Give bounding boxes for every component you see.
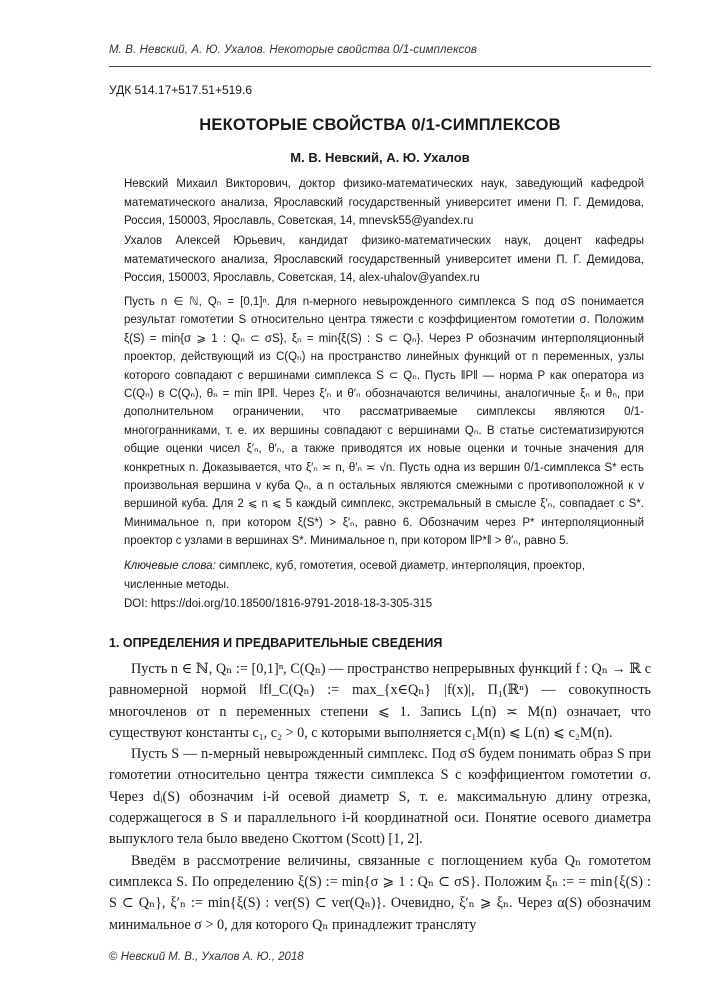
abstract: Пусть n ∈ ℕ, Qₙ = [0,1]ⁿ. Для n-мерного невырожденного симплекса S под σS понимается результат гомотетии S относительно центра тяжести с коэффициентом гомотетии σ. Положим ξ(S) = min{σ ⩾ 1 : Qₙ ⊂ σS}, ξₙ = min{ξ(S) : S ⊂ Qₙ}. Через P обозначим интерполяционный проектор, действующий из C(Qₙ) на пространство линейных функций от n переменных, узлы которого совпадают с вершинами симплекса S ⊂ Qₙ. Пусть ‖P‖ — норма P как оператора из C(Qₙ) в C(Qₙ), θₙ = min ‖P‖. Через ξ′ₙ и θ′ₙ обозначаются величины, аналогичные ξₙ и θₙ, при дополнительном ограничении, что рассматриваемые симплексы являются 0/1-многогранниками, т. е. их вершины совпадают с вершинами Qₙ. В статье систематизируются общие оценки чисел ξ′ₙ, θ′ₙ, а также приводятся их новые оценки и точные значения для конкретных n. Доказывается, что ξ′ₙ ≍ n, θ′ₙ ≍ √n. Пусть одна из вершин 0/1-симплекса S* есть произвольная вершина v куба Qₙ, а n остальных являются смежными с противоположной к v вершиной куба. Для 2 ⩽ n ⩽ 5 каждый симплекс, экстремальный в смысле ξ′ₙ, совпадает с S*. Минимальное n, при котором ξ(S*) > ξ′ₙ, равно 6. Обозначим через P* интерполяционный проектор с узлами в вершинах S*. Минимальное n, при котором ‖P*‖ > θ′ₙ, равно 5.	[124, 296, 644, 548]
paragraph-absorption: Введём в рассмотрение величины, связанные с поглощением куба Qₙ гомотетом симплекса S. По определению ξ(S) := min{σ ⩾ 1 : Qₙ ⊂ σS}. Положим ξₙ := = min{ξ(S) : S ⊂ Qₙ}, ξ′ₙ := min{ξ(S) : ver(S) ⊂ ver(Qₙ)}. Очевидно, ξ′ₙ ⩾ ξₙ. Через α(S) обозначим минимальное σ > 0, для которого Qₙ принадлежит трансляту	[109, 852, 651, 933]
paragraph-axial-diameter: Пусть S — n-мерный невырожденный симплекс. Под σS будем понимать образ S при гомотетии относительно центра тяжести симплекса S с коэффициентом гомотетии σ. Через dᵢ(S) обозначим i-й осевой диаметр S, т. е. максимальную длину отрезка, содержащегося в S и параллельного i-й координатной оси. Понятие осевого диаметра выпуклого тела было введено Скоттом (Scott) [1, 2].	[109, 746, 651, 848]
running-head: М. В. Невский, А. Ю. Ухалов. Некоторые свойства 0/1-симплексов	[109, 44, 477, 56]
keywords	[124, 557, 644, 594]
header-rule	[109, 66, 651, 67]
affiliation-ukhalov: Ухалов Алексей Юрьевич, кандидат физико-математических наук, доцент кафедры математического анализа, Ярославский государственный университет имени П. Г. Демидова, Россия, 150003, Ярославль, Советская, 14, alex-uhalov@yandex.ru	[124, 235, 644, 285]
doi-link[interactable]: DOI: https://doi.org/10.18500/1816-9791-2018-18-3-305-315	[124, 598, 433, 610]
paragraph-definitions: Пусть n ∈ ℕ, Qₙ := [0,1]ⁿ, C(Qₙ) — пространство непрерывных функций f : Qₙ → ℝ с равномерной нормой ‖f‖_C(Qₙ) := max_{x∈Qₙ} |f(x)|, Π₁(ℝⁿ) — совокупность многочленов от n переменных степени ⩽ 1. Запись L(n) ≍ M(n) означает, что существуют константы c₁, c₂ > 0, с которыми выполняется c₁M(n) ⩽ L(n) ⩽ c₂M(n).	[109, 661, 651, 741]
footer	[109, 951, 304, 963]
body-text	[109, 659, 651, 936]
paper-authors: М. В. Невский, А. Ю. Ухалов	[290, 150, 470, 165]
section-heading: 1. ОПРЕДЕЛЕНИЯ И ПРЕДВАРИТЕЛЬНЫЕ СВЕДЕНИЯ	[109, 636, 443, 650]
udc-code: УДК 514.17+517.51+519.6	[109, 83, 252, 97]
affiliation-nevskii: Невский Михаил Викторович, доктор физико-математических наук, заведующий кафедрой математического анализа, Ярославский государственный университет имени П. Г. Демидова, Россия, 150003, Ярославль, Советская, 14, mnevsk55@yandex.ru	[124, 178, 644, 228]
copyright-icon: ©	[109, 951, 118, 963]
footer-text: Невский М. В., Ухалов А. Ю., 2018	[120, 951, 304, 963]
keywords-list: симплекс, куб, гомотетия, осевой диаметр, интерполяция, проектор, численные методы.	[124, 560, 585, 591]
paper-title: НЕКОТОРЫЕ СВОЙСТВА 0/1-СИМПЛЕКСОВ	[199, 116, 561, 134]
keywords-label: Ключевые слова:	[124, 560, 216, 572]
